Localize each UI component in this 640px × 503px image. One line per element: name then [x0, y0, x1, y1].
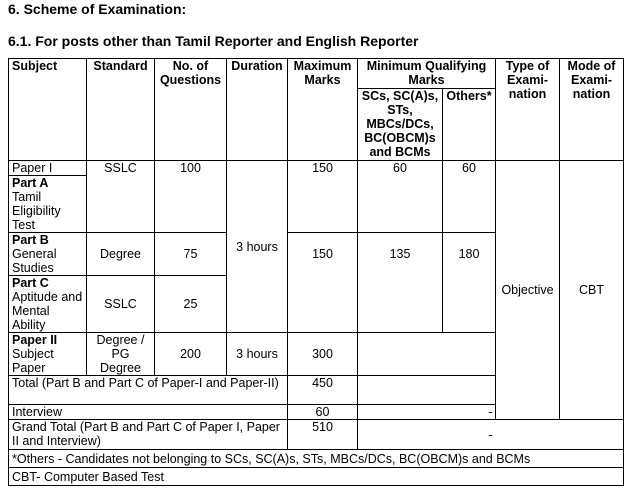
part-a-min-sc: 60: [358, 161, 443, 233]
header-duration: Duration: [227, 59, 288, 161]
header-max-marks: Maximum Marks: [288, 59, 358, 161]
total-label: Total (Part B and Part C of Paper-I and Paper-II): [9, 376, 288, 405]
header-standard: Standard: [87, 59, 155, 161]
paper2-name: Subject Paper: [12, 347, 54, 375]
part-a-max: 150: [288, 161, 358, 233]
part-a-title: Part A: [12, 176, 49, 190]
paper1-title: Paper I: [9, 161, 87, 176]
part-a-min-others: 60: [443, 161, 496, 233]
part-a-cell: [9, 176, 87, 233]
part-b-standard: Degree: [87, 233, 155, 276]
scheme-table: [8, 58, 624, 486]
paper2-cell: [9, 333, 87, 376]
interview-min: -: [358, 405, 624, 420]
exam-type: Objective: [496, 161, 560, 420]
paper2-standard: Degree / PG Degree: [87, 333, 155, 376]
paper2-max: 300: [288, 333, 358, 376]
part-c-cell: [9, 276, 87, 333]
part-a-name: Tamil Eligibility Test: [12, 190, 61, 232]
subsection-heading: 6.1. For posts other than Tamil Reporter and English Reporter: [8, 33, 419, 49]
paper2-duration: 3 hours: [227, 333, 288, 376]
part-c-questions: 25: [155, 276, 227, 333]
part-a-questions: 100: [155, 161, 227, 233]
part-bc-min-others: 180: [443, 233, 496, 333]
header-type: Type of Exami-nation: [496, 59, 560, 161]
interview-label: Interview: [9, 405, 288, 420]
paper2-questions: 200: [155, 333, 227, 376]
grand-total-label: Grand Total (Part B and Part C of Paper I, Paper II and Interview): [9, 420, 288, 450]
header-min-qualifying: Minimum Qualifying Marks: [358, 59, 496, 89]
footnote-cbt: CBT- Computer Based Test: [9, 468, 624, 486]
paper2-title: Paper II: [12, 333, 58, 347]
interview-marks: 60: [288, 405, 358, 420]
paper2-min: [358, 333, 496, 376]
total-min: [358, 376, 496, 405]
paper1-duration: 3 hours: [227, 161, 288, 333]
part-b-cell: [9, 233, 87, 276]
part-a-standard: SSLC: [87, 161, 155, 233]
part-c-name: Aptitude and Mental Ability: [12, 290, 83, 332]
header-mode: Mode of Exami-nation: [560, 59, 624, 161]
header-subject: Subject: [9, 59, 87, 161]
exam-mode: CBT: [560, 161, 624, 420]
part-bc-min-sc: 135: [358, 233, 443, 333]
header-questions: No. of Questions: [155, 59, 227, 161]
part-c-title: Part C: [12, 276, 49, 290]
section-heading: 6. Scheme of Examination:: [8, 1, 187, 17]
total-marks: 450: [288, 376, 358, 405]
part-bc-max: 150: [288, 233, 358, 333]
footnote-others: *Others - Candidates not belonging to SCs, SC(A)s, STs, MBCs/DCs, BC(OBCM)s and BCMs: [9, 450, 624, 468]
header-min-others: Others*: [443, 89, 496, 161]
part-b-name: General Studies: [12, 247, 57, 275]
part-c-standard: SSLC: [87, 276, 155, 333]
grand-total-min: -: [358, 420, 624, 450]
part-b-questions: 75: [155, 233, 227, 276]
grand-total-marks: 510: [288, 420, 358, 450]
part-b-title: Part B: [12, 233, 49, 247]
header-min-sc: SCs, SC(A)s, STs, MBCs/DCs, BC(OBCM)s and BCMs: [358, 89, 443, 161]
